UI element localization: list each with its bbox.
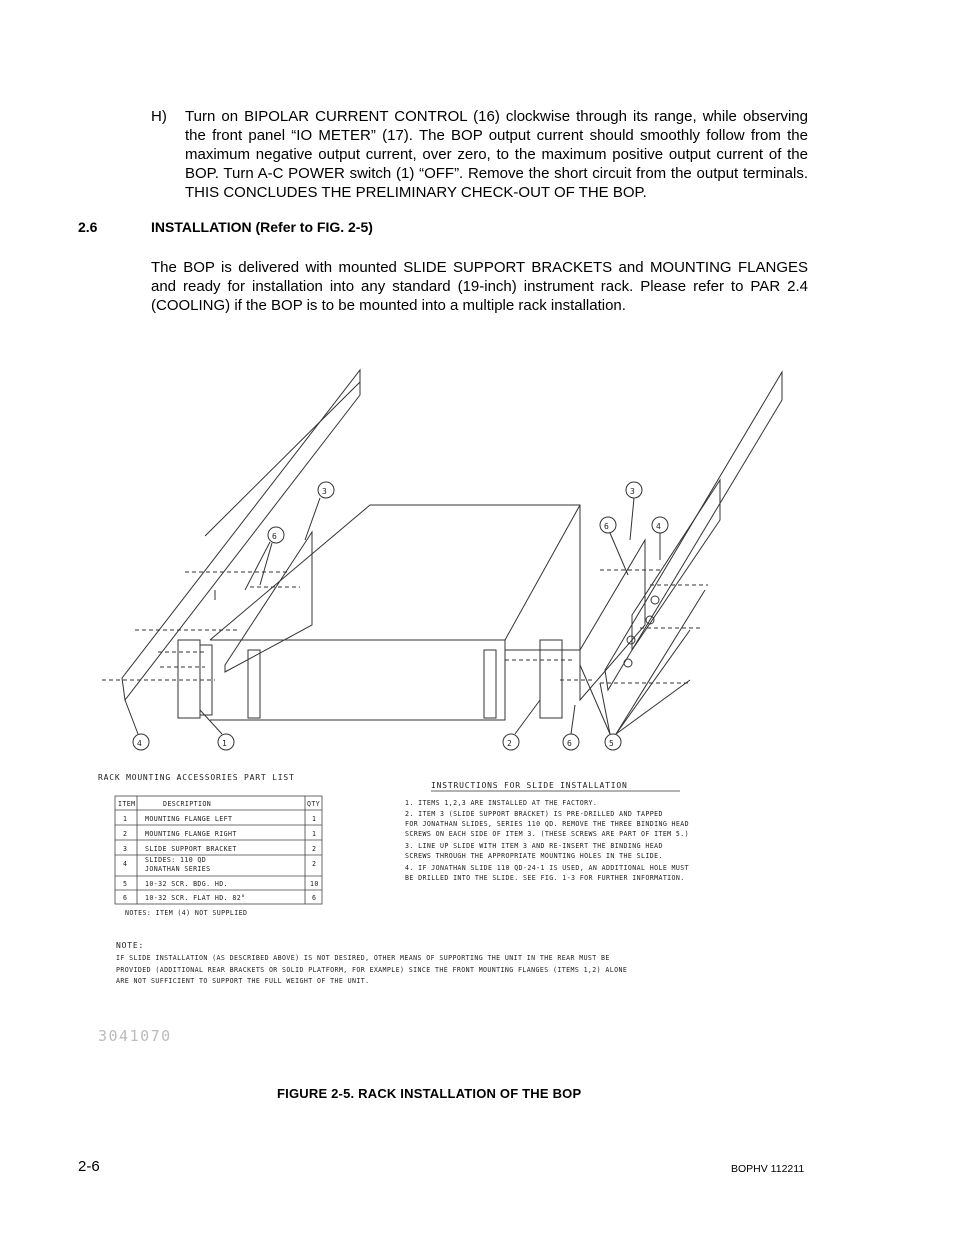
section-title: INSTALLATION (Refer to FIG. 2-5) — [151, 219, 373, 235]
parts-list-title: RACK MOUNTING ACCESSORIES PART LIST — [98, 773, 295, 782]
drawing-note-title: NOTE: — [116, 941, 145, 950]
instruction-line: BE DRILLED INTO THE SLIDE. SEE FIG. 1-3 FOR FURTHER INFORMATION. — [405, 874, 685, 882]
parts-cell: 10-32 SCR. FLAT HD. 82° — [145, 894, 246, 902]
drawing-number: 3041070 — [98, 1027, 172, 1045]
parts-cell: SLIDE SUPPORT BRACKET — [145, 845, 237, 853]
instruction-line: FOR JONATHAN SLIDES, SERIES 110 QD. REMOVE THE THREE BINDING HEAD — [405, 820, 690, 828]
instruction-line: 3. LINE UP SLIDE WITH ITEM 3 AND RE-INSERT THE BINDING HEAD — [405, 842, 663, 850]
callout-label: 6 — [272, 532, 278, 541]
rack-installation-drawing — [0, 340, 954, 1050]
callout-label: 2 — [507, 739, 513, 748]
parts-cell: 1 — [312, 830, 317, 838]
instructions-title: INSTRUCTIONS FOR SLIDE INSTALLATION — [431, 781, 628, 790]
parts-cell: SLIDES: 110 QD — [145, 856, 207, 864]
parts-cell: 6 — [123, 894, 128, 902]
callout-label: 5 — [609, 739, 615, 748]
document-id: BOPHV 112211 — [731, 1163, 805, 1175]
parts-header-qty: QTY — [307, 800, 321, 808]
callout-label: 6 — [604, 522, 610, 531]
parts-cell: 1 — [312, 815, 317, 823]
step-letter: H) — [151, 108, 167, 125]
drawing-note-line: ARE NOT SUFFICIENT TO SUPPORT THE FULL WEIGHT OF THE UNIT. — [116, 977, 370, 985]
parts-cell: 10-32 SCR. BDG. HD. — [145, 880, 229, 888]
parts-cell: 6 — [312, 894, 317, 902]
drawing-note-line: IF SLIDE INSTALLATION (AS DESCRIBED ABOVE) IS NOT DESIRED, OTHER MEANS OF SUPPORTING THE UNIT IN THE REAR MUST BE — [116, 954, 610, 962]
parts-cell: 2 — [123, 830, 128, 838]
instruction-line: SCREWS THROUGH THE APPROPRIATE MOUNTING HOLES IN THE SLIDE. — [405, 852, 663, 860]
parts-header-description: DESCRIPTION — [163, 800, 212, 808]
instruction-line: 1. ITEMS 1,2,3 ARE INSTALLED AT THE FACTORY. — [405, 799, 598, 807]
callout-label: 3 — [322, 487, 328, 496]
section-number: 2.6 — [78, 219, 98, 235]
parts-cell: MOUNTING FLANGE LEFT — [145, 815, 233, 823]
callout-label: 4 — [656, 522, 662, 531]
parts-cell: 1 — [123, 815, 128, 823]
callout-label: 3 — [630, 487, 636, 496]
parts-cell: MOUNTING FLANGE RIGHT — [145, 830, 237, 838]
instruction-line: 4. IF JONATHAN SLIDE 110 QD-24-1 IS USED, AN ADDITIONAL HOLE MUST — [405, 864, 690, 872]
callout-label: 6 — [567, 739, 573, 748]
callout-label: 4 — [137, 739, 143, 748]
parts-list-note: NOTES: ITEM (4) NOT SUPPLIED — [125, 909, 248, 917]
page-number: 2-6 — [78, 1158, 100, 1175]
instruction-line: 2. ITEM 3 (SLIDE SUPPORT BRACKET) IS PRE-DRILLED AND TAPPED — [405, 810, 663, 818]
parts-cell: 5 — [123, 880, 128, 888]
instruction-line: SCREWS ON EACH SIDE OF ITEM 3. (THESE SCREWS ARE PART OF ITEM 5.) — [405, 830, 690, 838]
installation-paragraph: The BOP is delivered with mounted SLIDE SUPPORT BRACKETS and MOUNTING FLANGES and ready for installation into any standard (19-inch) instrument rack. Please refer to PAR 2.4 (COOLING) if the BOP is to be mounted into a multiple rack installation. — [151, 259, 808, 314]
parts-header-item: ITEM — [118, 800, 136, 808]
parts-cell: 10 — [310, 880, 319, 888]
parts-cell: 4 — [123, 860, 128, 868]
drawing-note-line: PROVIDED (ADDITIONAL REAR BRACKETS OR SOLID PLATFORM, FOR EXAMPLE) SINCE THE FRONT MOUNTING FLANGES (ITEMS 1,2) ALONE — [116, 966, 628, 974]
step-text: Turn on BIPOLAR CURRENT CONTROL (16) clockwise through its range, while observing the front panel “IO METER” (17). The BOP output current should smoothly follow from the maximum negative output current, over zero, to the maximum positive output current of the BOP. Turn A-C POWER switch (1) “OFF”. Remove the short circuit from the output terminals. THIS CONCLUDES THE PRELIMINARY CHECK-OUT OF THE BOP. — [185, 108, 808, 201]
parts-cell: JONATHAN SERIES — [145, 865, 211, 873]
figure-caption: FIGURE 2-5. RACK INSTALLATION OF THE BOP — [277, 1086, 582, 1101]
callout-label: 1 — [222, 739, 228, 748]
parts-cell: 3 — [123, 845, 128, 853]
parts-cell: 2 — [312, 860, 317, 868]
parts-cell: 2 — [312, 845, 317, 853]
